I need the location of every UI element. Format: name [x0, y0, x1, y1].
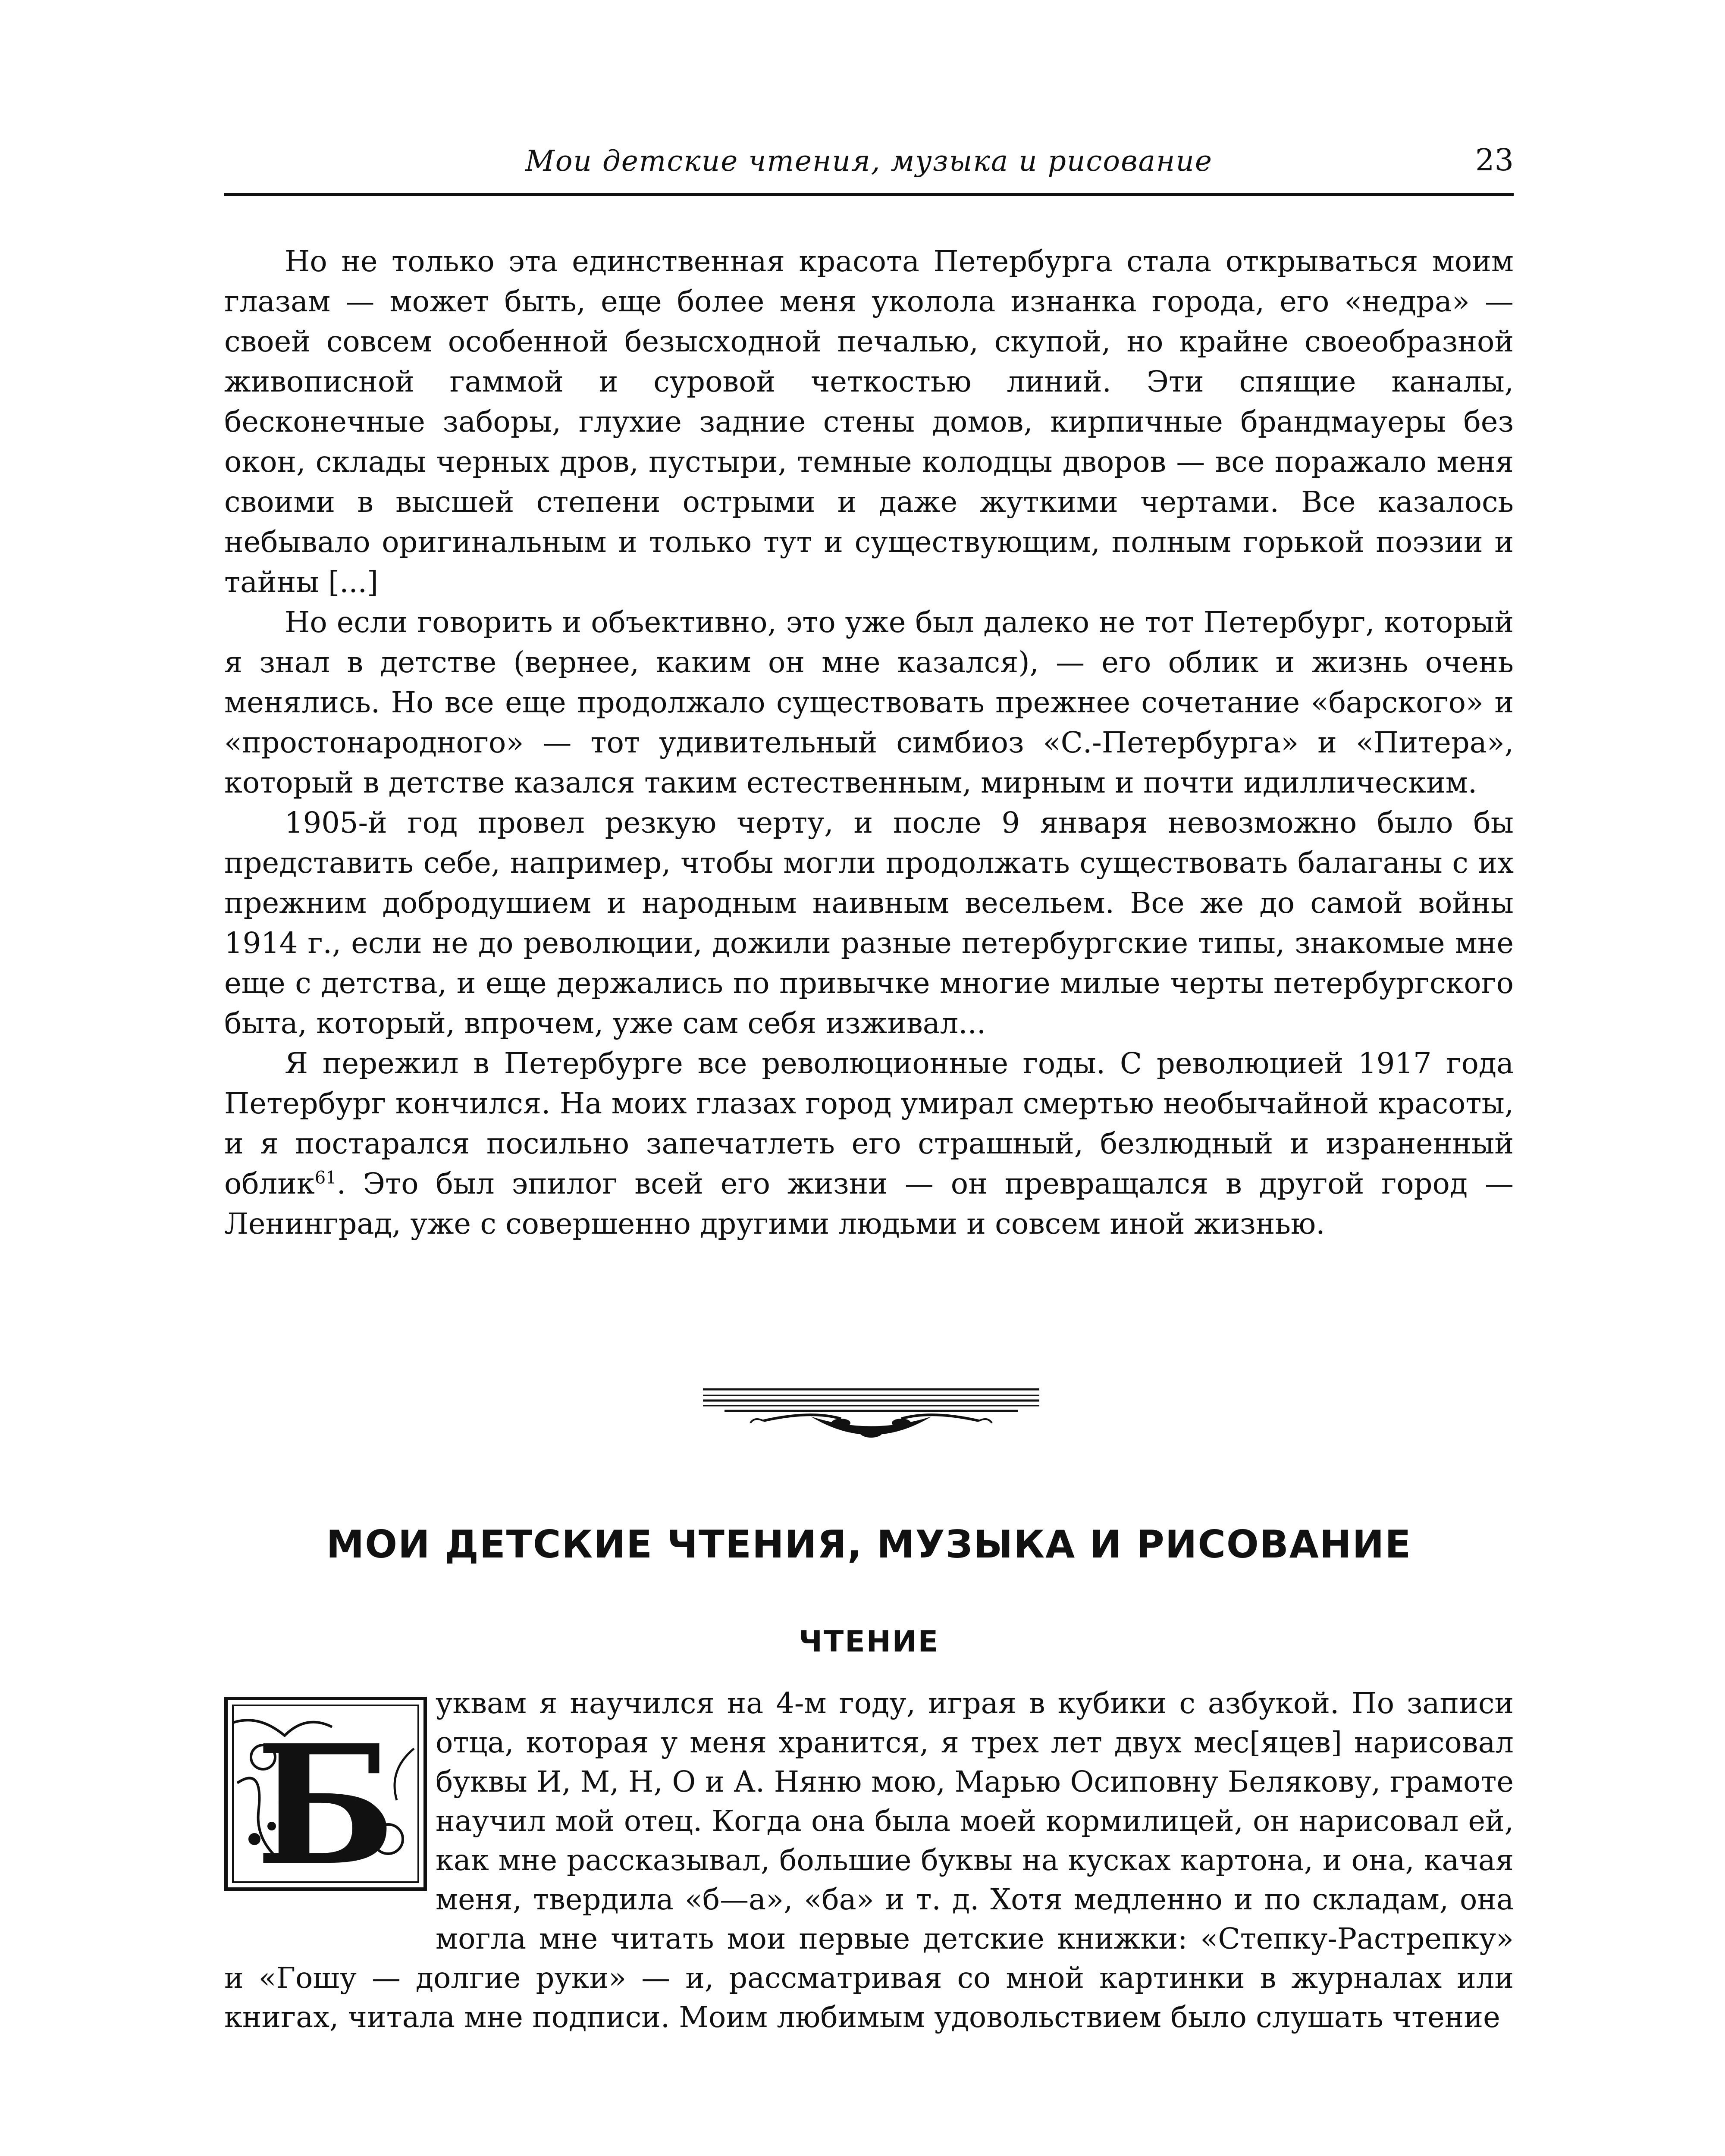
paragraph: Но не только эта единственная красота Петербурга стала открываться моим глазам — может быть, еще более меня уколола изнанка города, его «недра» — своей совсем особенной безысходной печалью, скупой, но крайне своеобразной живописной гаммой и суровой четкостью линий. Эти спящие каналы, бесконечные заборы, глухие задние стены домов, кирпичные брандмауеры без окон, склады черных дров, пустыри, темные колодцы дворов — все поражало меня своими в высшей степени острыми и даже жуткими чертами. Все казалось небывало оригинальным и только тут и существующим, полным горькой поэзии и тайны [...]: [224, 244, 1514, 599]
paragraph-text: . Это был эпилог всей его жизни — он превращался в другой город — Ленинград, уже с совершенно другими людьми и совсем иной жизнью.: [224, 1167, 1514, 1241]
header-rule: [224, 193, 1514, 196]
ornament-divider: [699, 1380, 1044, 1453]
drop-cap-letter: Б: [255, 1709, 396, 1891]
paragraph: Но если говорить и объективно, это уже был далеко не тот Петербург, который я знал в детстве (вернее, каким он мне казался), — его облик и жизнь очень менялись. Но все еще продолжало существовать прежнее сочетание «барского» и «простонародного» — тот удивительный симбиоз «С.-Петербурга» и «Питера», который в детстве казался таким естественным, мирным и почти идиллическим.: [224, 605, 1514, 799]
running-title: Мои детские чтения, музыка и рисование: [525, 144, 1213, 178]
section-title: ЧТЕНИЕ: [798, 1625, 940, 1659]
body-text: [224, 241, 1514, 1244]
drop-cap-space: [224, 1684, 436, 1920]
footnote-ref: 61: [314, 1168, 337, 1188]
paragraph-text: уквам я научился на 4-м году, играя в кубики с азбукой. По записи отца, которая у меня хранится, я трех лет двух мес[яцев] нарисовал буквы И, М, Н, О и А. Няню мою, Марью Осиповну Белякову, грамоте научил мой отец. Когда она была моей кормилицей, он нарисовал ей, как мне рассказывал, большие буквы на кусках картона, и она, качая меня, твердила «б—а», «ба» и т. д. Хотя медленно и по складам, она могла мне читать мои первые детские книжки: «Степку-Растрепку» и «Гошу — долгие руки» — и, рассматривая со мной картинки в журналах или книгах, читала мне подписи. Моим любимым удовольствием было слушать чтение: [224, 1686, 1514, 2034]
paragraph-text: Я пережил в Петербурге все революционные годы. С революцией 1917 года Петербург кончился. На моих глазах город умирал смертью необычайной красоты, и я постарался посильно запечатлеть его страшный, безлюдный и израненный облик: [224, 1047, 1514, 1200]
chapter-title: МОИ ДЕТСКИЕ ЧТЕНИЯ, МУЗЫКА И РИСОВАНИЕ: [326, 1522, 1412, 1567]
chapter-first-paragraph: [224, 1684, 1514, 2037]
paragraph-with-note: [224, 1044, 1514, 1244]
running-header: [224, 142, 1514, 190]
paragraph: 1905-й год провел резкую черту, и после 9 января невозможно было бы представить себе, например, чтобы могли продолжать существовать балаганы с их прежним добродушием и народным наивным весельем. Все же до самой войны 1914 г., если не до революции, дожили разные петербургские типы, знакомые мне еще с детства, и еще держались по привычке многие милые черты петербургского быта, который, впрочем, уже сам себя изживал...: [224, 806, 1514, 1040]
page-number: 23: [1475, 142, 1514, 178]
